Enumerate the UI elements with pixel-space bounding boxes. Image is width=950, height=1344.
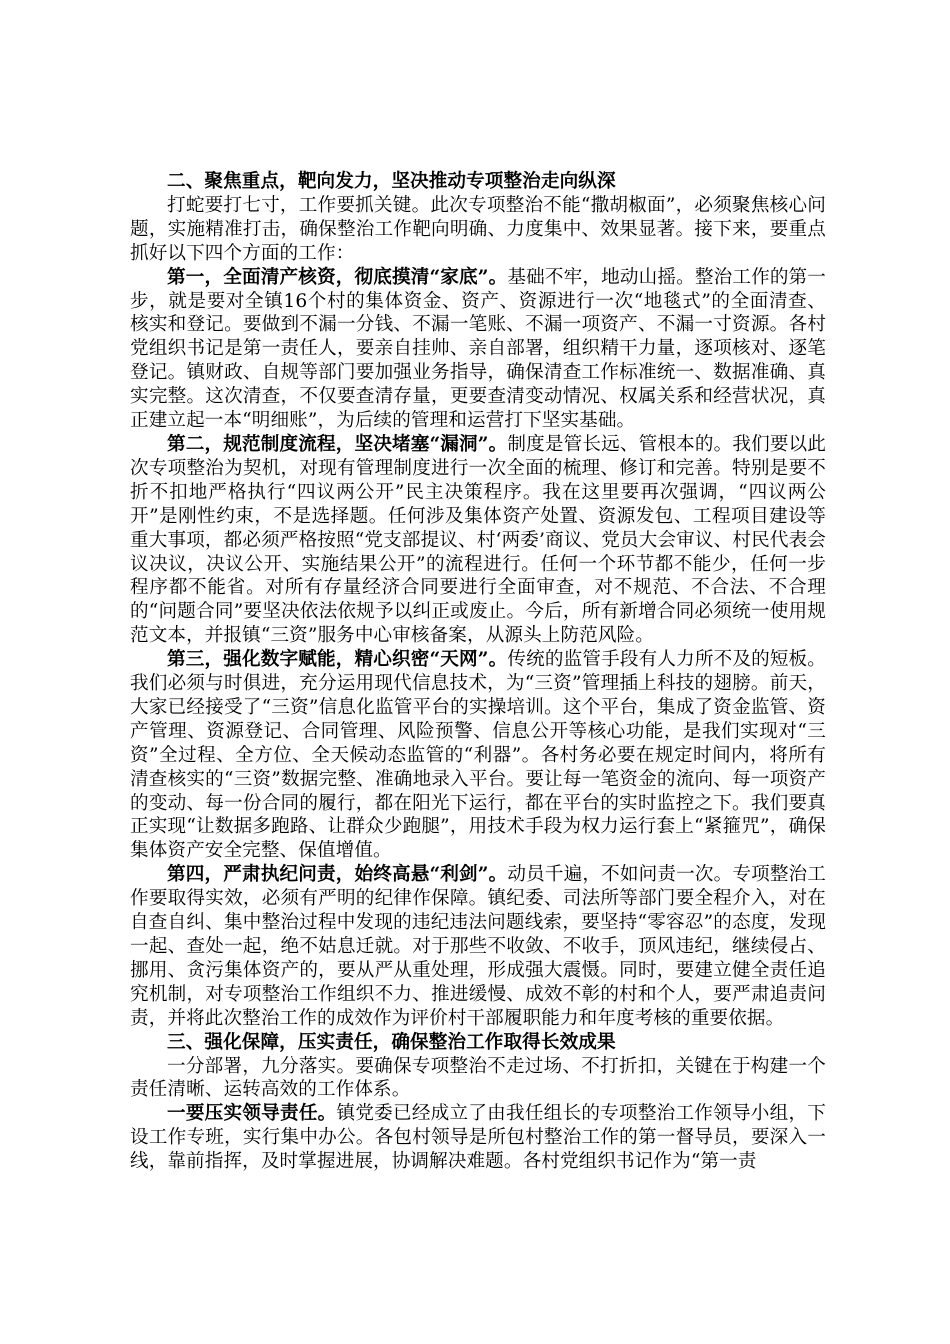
item-1-lead: 第一，全面清产核资，彻底摸清“家底”。	[167, 266, 508, 288]
section-heading-3: 三、强化保障，压实责任，确保整治工作取得长效成果	[167, 1031, 616, 1053]
section-intro-2: 打蛇要打七寸，工作要抓关键。此次专项整治不能“撒胡椒面”，必须聚焦核心问题，实施精准打击，确保整治工作靶向明确、力度集中、效果显著。接下来，要重点抓好以下四个方面的工作：	[130, 194, 826, 264]
item-1-body: 基础不牢，地动山摇。整治工作的第一步，就是要对全镇16个村的集体资金、资产、资源进行一次“地毯式”的全面清查、核实和登记。要做到不漏一分钱、不漏一笔账、不漏一项资产、不漏一寸资源。各村党组织书记是第一责任人，要亲自挂帅、亲自部署，组织精干力量，逐项核对、逐笔登记。镇财政、自规等部门要加强业务指导，确保清查工作标准统一、数据准确、真实完整。这次清查，不仅要查清存量，更要查清变动情况、权属关系和经营状况，真正建立起一本“明细账”，为后续的管理和运营打下坚实基础。	[130, 266, 826, 432]
paragraph-item-3	[130, 648, 826, 863]
item-5-lead: 一要压实领导责任。	[167, 1103, 337, 1125]
item-2-body: 制度是管长远、管根本的。我们要以此次专项整治为契机，对现有管理制度进行一次全面的梳理、修订和完善。特别是要不折不扣地严格执行“四议两公开”民主决策程序。我在这里要再次强调，“四议两公开”是刚性约束，不是选择题。任何涉及集体资产处置、资源发包、工程项目建设等重大事项，都必须严格按照“党支部提议、村‘两委’商议、党员大会审议、村民代表会议决议，决议公开、实施结果公开”的流程进行。任何一个环节都不能少，任何一步程序都不能省。对所有存量经济合同要进行全面审查，对不规范、不合法、不合理的“问题合同”要坚决依法依规予以纠正或废止。今后，所有新增合同必须统一使用规范文本，并报镇“三资”服务中心审核备案，从源头上防范风险。	[130, 433, 826, 647]
section-heading-2: 二、聚焦重点，靶向发力，坚决推动专项整治走向纵深	[167, 171, 616, 192]
section-intro-3: 一分部署，九分落实。要确保专项整治不走过场、不打折扣，关键在于构建一个责任清晰、运转高效的工作体系。	[130, 1055, 826, 1101]
item-4-lead: 第四，严肃执纪问责，始终高悬“利剑”。	[167, 864, 508, 886]
item-2-lead: 第二，规范制度流程，坚决堵塞“漏洞”。	[167, 433, 508, 455]
item-5-body: 镇党委已经成立了由我任组长的专项整治工作领导小组，下设工作专班，实行集中办公。各包村领导是所包村整治工作的第一督导员，要深入一线，靠前指挥，及时掌握进展，协调解决难题。各村党组织书记作为“第一责	[130, 1103, 826, 1173]
document-page	[130, 170, 826, 1174]
paragraph-item-2	[130, 433, 826, 648]
paragraph-item-1	[130, 266, 826, 433]
paragraph-item-5	[130, 1102, 826, 1174]
paragraph-item-4	[130, 863, 826, 1030]
item-4-body: 动员千遍，不如问责一次。专项整治工作要取得实效，必须有严明的纪律作保障。镇纪委、司法所等部门要全程介入，对在自查自纠、集中整治过程中发现的违纪违法问题线索，要坚持“零容忍”的态度，发现一起、查处一起，绝不姑息迁就。对于那些不收敛、不收手，顶风违纪，继续侵占、挪用、贪污集体资产的，要从严从重处理，形成强大震慑。同时，要建立健全责任追究机制，对专项整治工作组织不力、推进缓慢、成效不彰的村和个人，要严肃追责问责，并将此次整治工作的成效作为评价村干部履职能力和年度考核的重要依据。	[130, 864, 826, 1029]
item-3-body: 传统的监管手段有人力所不及的短板。我们必须与时俱进，充分运用现代信息技术，为“三资”管理插上科技的翅膀。前天，大家已经接受了“三资”信息化监管平台的实操培训。这个平台，集成了资金监管、资产管理、资源登记、合同管理、风险预警、信息公开等核心功能，是我们实现对“三资”全过程、全方位、全天候动态监管的“利器”。各村务必要在规定时间内，将所有清查核实的“三资”数据完整、准确地录入平台。要让每一笔资金的流向、每一项资产的变动、每一份合同的履行，都在阳光下运行，都在平台的实时监控之下。我们要真正实现“让数据多跑路、让群众少跑腿”，用技术手段为权力运行套上“紧箍咒”，确保集体资产安全完整、保值增值。	[130, 649, 826, 862]
item-3-lead: 第三，强化数字赋能，精心织密“天网”。	[167, 649, 508, 671]
